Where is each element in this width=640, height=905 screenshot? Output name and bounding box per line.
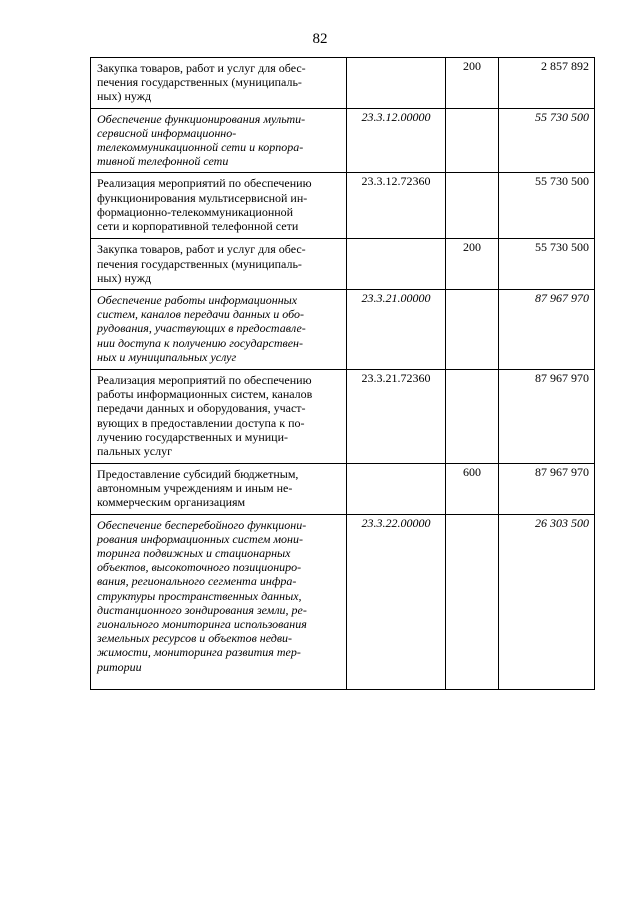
table-row <box>91 464 595 515</box>
row-type-cell <box>446 108 499 173</box>
table-row <box>91 370 595 464</box>
table-row <box>91 108 595 173</box>
row-name-cell: Закупка товаров, работ и услуг для обес- печения государственных (муниципаль- ных) нужд <box>91 58 347 109</box>
row-type-cell <box>446 370 499 464</box>
row-sum-cell: 26 303 500 <box>499 514 595 689</box>
row-code-cell <box>347 58 446 109</box>
row-name-cell: Закупка товаров, работ и услуг для обес- печения государственных (муниципаль- ных) нужд <box>91 239 347 290</box>
row-code-cell: 23.3.12.00000 <box>347 108 446 173</box>
table-row <box>91 514 595 689</box>
table-row <box>91 239 595 290</box>
row-sum-cell: 87 967 970 <box>499 370 595 464</box>
row-name-cell: Реализация мероприятий по обеспечению работы информационных систем, каналов передачи данных и оборудования, участ- вующих в предоставлении доступа к по- лучению государственных и муници- пальных услуг <box>91 370 347 464</box>
row-type-cell <box>446 290 499 370</box>
row-sum-cell: 87 967 970 <box>499 464 595 515</box>
row-sum-cell: 55 730 500 <box>499 239 595 290</box>
page-number: 82 <box>312 31 328 47</box>
row-code-cell <box>347 464 446 515</box>
row-sum-cell: 55 730 500 <box>499 173 595 239</box>
row-code-cell: 23.3.21.00000 <box>347 290 446 370</box>
row-type-cell: 600 <box>446 464 499 515</box>
row-type-cell: 200 <box>446 239 499 290</box>
row-sum-cell: 55 730 500 <box>499 108 595 173</box>
row-name-cell: Обеспечение работы информационных систем, каналов передачи данных и обо- рудования, участвующих в предоставле- нии доступа к получению государствен- ных и муниципальных услуг <box>91 290 347 370</box>
row-name-cell: Обеспечение функционирования мульти- сервисной информационно- телекоммуникационной сети и корпора- тивной телефонной сети <box>91 108 347 173</box>
row-code-cell <box>347 239 446 290</box>
row-code-cell: 23.3.12.72360 <box>347 173 446 239</box>
row-code-cell: 23.3.21.72360 <box>347 370 446 464</box>
row-name-cell: Предоставление субсидий бюджетным, автономным учреждениям и иным не- коммерческим организациям <box>91 464 347 515</box>
row-name-cell: Реализация мероприятий по обеспечению функционирования мультисервисной ин- формационно-телекоммуникационной сети и корпоративной телефонной сети <box>91 173 347 239</box>
row-type-cell <box>446 173 499 239</box>
table-row <box>91 290 595 370</box>
row-code-cell: 23.3.22.00000 <box>347 514 446 689</box>
row-sum-cell: 87 967 970 <box>499 290 595 370</box>
row-type-cell <box>446 514 499 689</box>
table-row <box>91 58 595 109</box>
row-name-cell: Обеспечение бесперебойного функциони- рования информационных систем мони- торинга подвижных и стационарных объектов, высокоточного позициониро- вания, регионального сегмента инфра- структуры пространственных данных, дистанционного зондирования земли, ре- гионального мониторинга использования земельных ресурсов и объектов недви- жимости, мониторинга развития тер- ритории <box>91 514 347 689</box>
table-row <box>91 173 595 239</box>
budget-table <box>90 57 595 690</box>
row-sum-cell: 2 857 892 <box>499 58 595 109</box>
row-type-cell: 200 <box>446 58 499 109</box>
